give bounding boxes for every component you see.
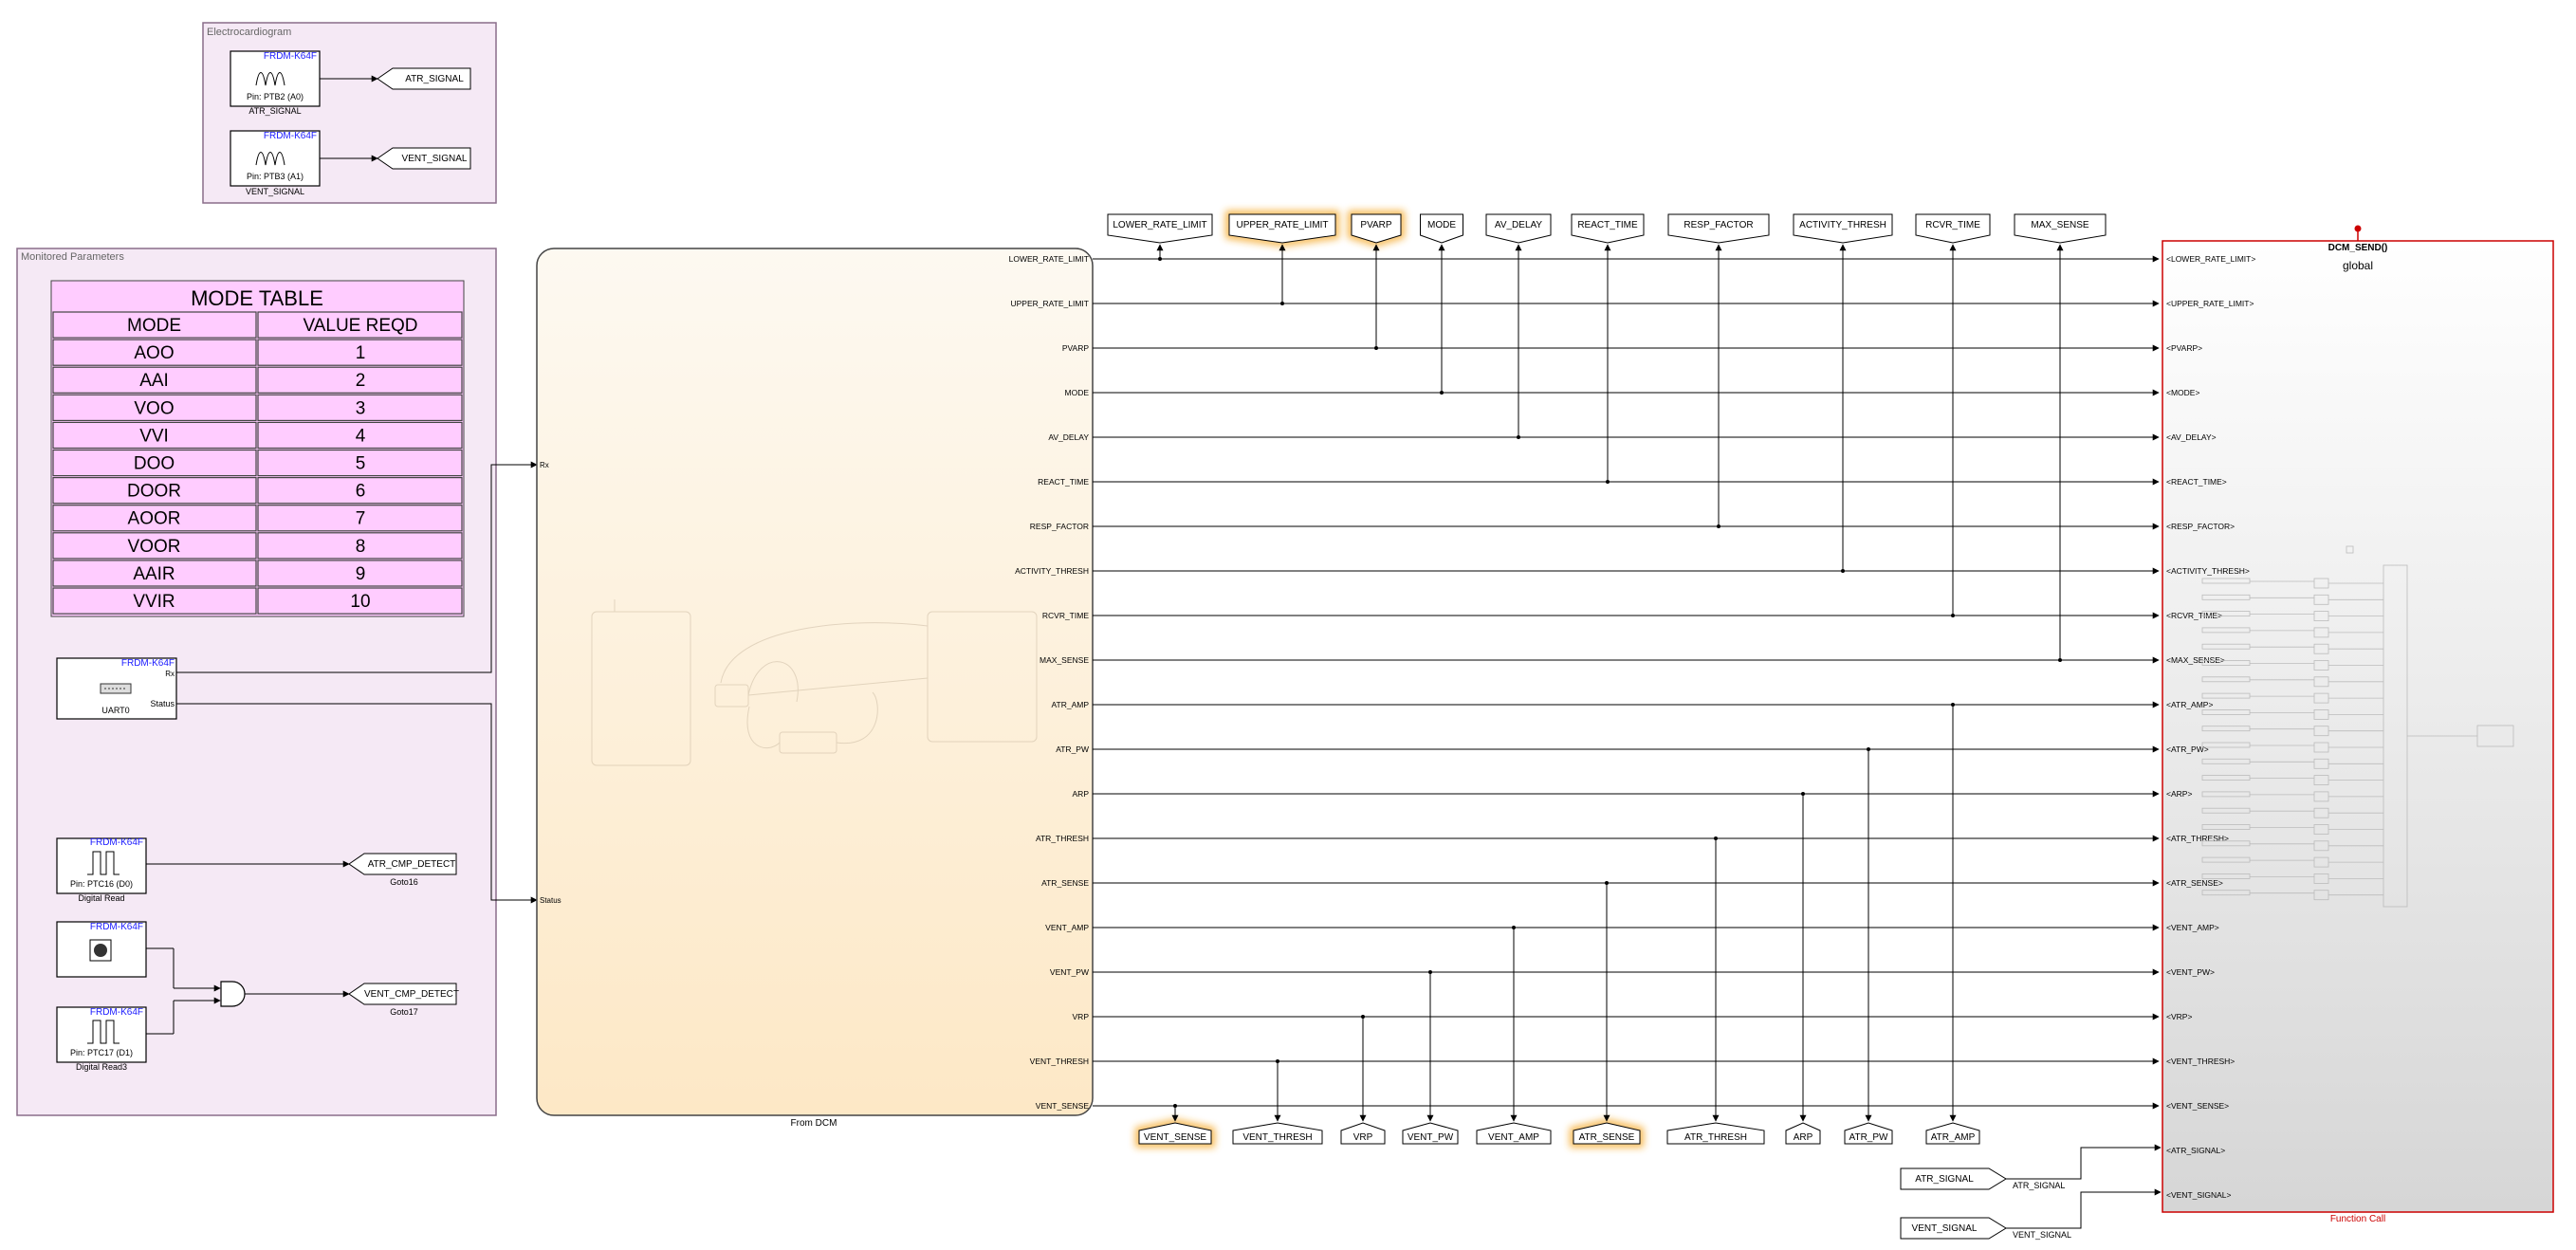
cell-mode: DOO bbox=[133, 453, 175, 474]
out-port-label: RCVR_TIME bbox=[1041, 611, 1089, 620]
dcm-send-subsystem[interactable] bbox=[2162, 226, 2553, 1225]
goto-tag: VENT_THRESH bbox=[1242, 1132, 1313, 1143]
goto-tag: MODE bbox=[1427, 220, 1456, 230]
goto-arp[interactable] bbox=[1786, 794, 1820, 1144]
cell-mode: AOOR bbox=[127, 508, 181, 529]
in-port-label: <ARP> bbox=[2166, 789, 2193, 799]
mode-table bbox=[51, 281, 464, 616]
goto-tag: ARP bbox=[1793, 1132, 1813, 1143]
from-tag: VENT_SIGNAL bbox=[1911, 1223, 1978, 1234]
pin-label: Pin: PTC16 (D0) bbox=[69, 879, 134, 889]
goto-tag: VENT_CMP_DETECT bbox=[363, 989, 460, 1000]
dcm-send-scope: global bbox=[2342, 259, 2374, 272]
board-label: FRDM-K64F bbox=[89, 837, 143, 848]
out-port-label: VENT_AMP bbox=[1045, 923, 1089, 932]
goto-tag: ACTIVITY_THRESH bbox=[1799, 220, 1886, 230]
goto-tag: LOWER_RATE_LIMIT bbox=[1113, 220, 1207, 230]
goto-pvarp[interactable] bbox=[1352, 214, 1401, 348]
goto-lower-rate-limit[interactable] bbox=[1108, 214, 1212, 259]
cell-value: 7 bbox=[355, 508, 366, 529]
goto-vent-amp[interactable] bbox=[1477, 928, 1551, 1144]
pin-label: Pin: PTC17 (D1) bbox=[69, 1048, 134, 1057]
out-port-label: VENT_PW bbox=[1049, 967, 1089, 977]
cell-value: 10 bbox=[350, 592, 371, 612]
in-port-label: <RESP_FACTOR> bbox=[2166, 522, 2236, 531]
mode-table-row bbox=[53, 478, 462, 504]
mode-table-row bbox=[53, 450, 462, 476]
goto-tag: ATR_THRESH bbox=[1684, 1132, 1747, 1143]
cell-value: 9 bbox=[355, 563, 366, 584]
goto-tag: ATR_SENSE bbox=[1578, 1132, 1635, 1143]
board-label: FRDM-K64F bbox=[263, 131, 317, 141]
out-port-label: ATR_THRESH bbox=[1035, 834, 1089, 843]
header-mode: MODE bbox=[127, 316, 181, 336]
pin-label: Pin: PTB3 (A1) bbox=[246, 172, 304, 181]
in-port-label: <ATR_SENSE> bbox=[2166, 878, 2223, 888]
in-port-label: <ACTIVITY_THRESH> bbox=[2166, 566, 2250, 576]
mode-table-row bbox=[53, 506, 462, 531]
dcm-send-title: DCM_SEND() bbox=[2328, 243, 2388, 253]
dcm-send-footer: Function Call bbox=[2329, 1214, 2386, 1224]
board-label: FRDM-K64F bbox=[89, 1007, 143, 1018]
goto-tag: AV_DELAY bbox=[1494, 220, 1543, 230]
goto-tag: VRP bbox=[1352, 1132, 1373, 1143]
goto-atr-thresh[interactable] bbox=[1667, 838, 1764, 1144]
goto-tag: RCVR_TIME bbox=[1925, 220, 1980, 230]
out-port-label: VENT_SENSE bbox=[1035, 1101, 1089, 1111]
cell-mode: AAI bbox=[139, 371, 169, 392]
in-port-label: <VENT_THRESH> bbox=[2166, 1057, 2236, 1066]
goto-tag: UPPER_RATE_LIMIT bbox=[1236, 220, 1329, 230]
block-name: VENT_SIGNAL bbox=[245, 187, 305, 196]
cell-value: 2 bbox=[355, 371, 366, 392]
goto-tag: MAX_SENSE bbox=[2031, 220, 2089, 230]
goto-rcvr-time[interactable] bbox=[1916, 214, 1990, 616]
signal-label: ATR_SIGNAL bbox=[2013, 1181, 2066, 1190]
mode-table-row bbox=[53, 367, 462, 393]
cell-value: 3 bbox=[355, 398, 366, 419]
out-port-label: MODE bbox=[1064, 388, 1089, 397]
in-port-label: <UPPER_RATE_LIMIT> bbox=[2166, 299, 2254, 308]
mode-table-grid bbox=[53, 312, 462, 614]
goto-tag: ATR_PW bbox=[1849, 1132, 1888, 1143]
goto-name: Goto17 bbox=[390, 1007, 418, 1017]
goto-tag: REACT_TIME bbox=[1577, 220, 1638, 230]
mode-table-row bbox=[53, 340, 462, 365]
out-port-label: ATR_PW bbox=[1056, 744, 1089, 754]
goto-tag: PVARP bbox=[1360, 220, 1392, 230]
block-name: Digital Read bbox=[78, 893, 125, 903]
goto-tag: ATR_SIGNAL bbox=[405, 74, 464, 84]
in-port-label: <ATR_THRESH> bbox=[2166, 834, 2229, 843]
goto-atr-pw[interactable] bbox=[1845, 749, 1892, 1144]
goto-tag: VENT_SENSE bbox=[1143, 1132, 1207, 1143]
cell-value: 8 bbox=[355, 536, 366, 557]
out-port-label: LOWER_RATE_LIMIT bbox=[1008, 254, 1089, 264]
goto-vent-thresh[interactable] bbox=[1233, 1061, 1322, 1144]
trigger-port-icon[interactable] bbox=[2355, 226, 2362, 232]
goto-av-delay[interactable] bbox=[1486, 214, 1551, 437]
from-tag: ATR_SIGNAL bbox=[1915, 1174, 1974, 1185]
block-name: UART0 bbox=[101, 706, 130, 715]
mode-table-row bbox=[53, 395, 462, 420]
cell-mode: VVIR bbox=[133, 592, 175, 612]
cell-value: 4 bbox=[355, 426, 366, 447]
signal-label: VENT_SIGNAL bbox=[2013, 1230, 2072, 1240]
out-port-label: AV_DELAY bbox=[1048, 432, 1089, 442]
in-port-status: Status bbox=[540, 896, 561, 905]
uart-block[interactable] bbox=[57, 658, 176, 719]
in-port-label: <MODE> bbox=[2166, 388, 2200, 397]
out-port-label: ATR_AMP bbox=[1051, 700, 1089, 709]
in-port-label: <VENT_PW> bbox=[2166, 967, 2216, 977]
board-label: FRDM-K64F bbox=[120, 658, 175, 669]
in-port-label: <PVARP> bbox=[2166, 343, 2203, 353]
cell-mode: VOO bbox=[134, 398, 175, 419]
out-port-label: VRP bbox=[1072, 1012, 1089, 1021]
out-port-label: ACTIVITY_THRESH bbox=[1015, 566, 1089, 576]
cell-value: 6 bbox=[355, 481, 366, 502]
monitored-parameters-area[interactable] bbox=[17, 248, 496, 1115]
in-port-label: <LOWER_RATE_LIMIT> bbox=[2166, 254, 2256, 264]
out-port-label: UPPER_RATE_LIMIT bbox=[1010, 299, 1089, 308]
mode-table-header bbox=[53, 312, 462, 338]
block-name: ATR_SIGNAL bbox=[248, 106, 302, 116]
goto-vent-sense[interactable] bbox=[1139, 1106, 1211, 1144]
out-port-label: REACT_TIME bbox=[1038, 477, 1089, 487]
goto-atr-signal[interactable] bbox=[377, 68, 470, 89]
from-dcm-chart[interactable] bbox=[537, 248, 1093, 1129]
cell-value: 1 bbox=[355, 343, 366, 364]
cell-mode: DOOR bbox=[127, 481, 181, 502]
cell-mode: AAIR bbox=[133, 563, 175, 584]
cell-value: 5 bbox=[355, 453, 366, 474]
goto-tag: ATR_CMP_DETECT bbox=[367, 859, 456, 870]
board-label: FRDM-K64F bbox=[263, 51, 317, 62]
cell-mode: VVI bbox=[139, 426, 169, 447]
out-port-label: ATR_SENSE bbox=[1041, 878, 1089, 888]
goto-vent-pw[interactable] bbox=[1403, 972, 1458, 1144]
out-port-label: VENT_THRESH bbox=[1029, 1057, 1089, 1066]
mode-table-row bbox=[53, 533, 462, 559]
out-port-label: ARP bbox=[1072, 789, 1089, 799]
in-port-rx: Rx bbox=[540, 461, 549, 469]
in-port-label: <ATR_PW> bbox=[2166, 744, 2209, 754]
in-port-label: <MAX_SENSE> bbox=[2166, 655, 2225, 665]
signal-wires bbox=[1093, 259, 2159, 1106]
in-port-label: <ATR_SIGNAL> bbox=[2166, 1146, 2226, 1155]
in-port-label: <VENT_SENSE> bbox=[2166, 1101, 2230, 1111]
goto-tag: VENT_SIGNAL bbox=[401, 154, 468, 164]
from-atr-signal[interactable] bbox=[1901, 1148, 2161, 1190]
block-name: Digital Read3 bbox=[75, 1062, 128, 1072]
board-label: FRDM-K64F bbox=[89, 922, 143, 932]
from-vent-signal[interactable] bbox=[1901, 1192, 2161, 1240]
goto-tag: VENT_AMP bbox=[1488, 1132, 1539, 1143]
goto-name: Goto16 bbox=[390, 877, 418, 887]
electrocardiogram-area[interactable] bbox=[203, 23, 496, 203]
cell-mode: AOO bbox=[134, 343, 175, 364]
goto-vent-signal[interactable] bbox=[377, 148, 470, 169]
in-port-label: <AV_DELAY> bbox=[2166, 432, 2217, 442]
goto-tag: VENT_PW bbox=[1407, 1132, 1454, 1143]
in-port-label: <VENT_SIGNAL> bbox=[2166, 1190, 2232, 1200]
in-port-label: <VRP> bbox=[2166, 1012, 2193, 1021]
pin-label: Pin: PTB2 (A0) bbox=[246, 92, 304, 101]
out-port-label: PVARP bbox=[1061, 343, 1089, 353]
in-port-label: <RCVR_TIME> bbox=[2166, 611, 2223, 620]
out-port-label: RESP_FACTOR bbox=[1029, 522, 1089, 531]
from-dcm-name: From DCM bbox=[790, 1118, 837, 1129]
in-port-label: <ATR_AMP> bbox=[2166, 700, 2214, 709]
uart-status-port: Status bbox=[150, 699, 175, 708]
goto-tag: ATR_AMP bbox=[1930, 1132, 1976, 1143]
uart-rx-port: Rx bbox=[165, 670, 175, 678]
mode-table-title: MODE TABLE bbox=[191, 286, 323, 310]
in-port-label: <REACT_TIME> bbox=[2166, 477, 2227, 487]
goto-atr-sense[interactable] bbox=[1573, 883, 1640, 1144]
goto-atr-amp[interactable] bbox=[1926, 705, 1979, 1144]
cell-mode: VOOR bbox=[127, 536, 181, 557]
mode-table-row bbox=[53, 561, 462, 586]
bottom-goto-tags bbox=[1139, 705, 1979, 1144]
header-value: VALUE REQD bbox=[303, 316, 418, 336]
monitored-parameters-title: Monitored Parameters bbox=[21, 251, 124, 263]
mode-table-row bbox=[53, 422, 462, 448]
mode-table-row bbox=[53, 588, 462, 614]
goto-resp-factor[interactable] bbox=[1668, 214, 1769, 526]
goto-vrp[interactable] bbox=[1341, 1017, 1385, 1144]
out-port-label: MAX_SENSE bbox=[1040, 655, 1089, 665]
in-port-label: <VENT_AMP> bbox=[2166, 923, 2219, 932]
goto-tag: RESP_FACTOR bbox=[1684, 220, 1754, 230]
wire-junctions bbox=[1158, 257, 2062, 1108]
electrocardiogram-title: Electrocardiogram bbox=[207, 27, 292, 38]
